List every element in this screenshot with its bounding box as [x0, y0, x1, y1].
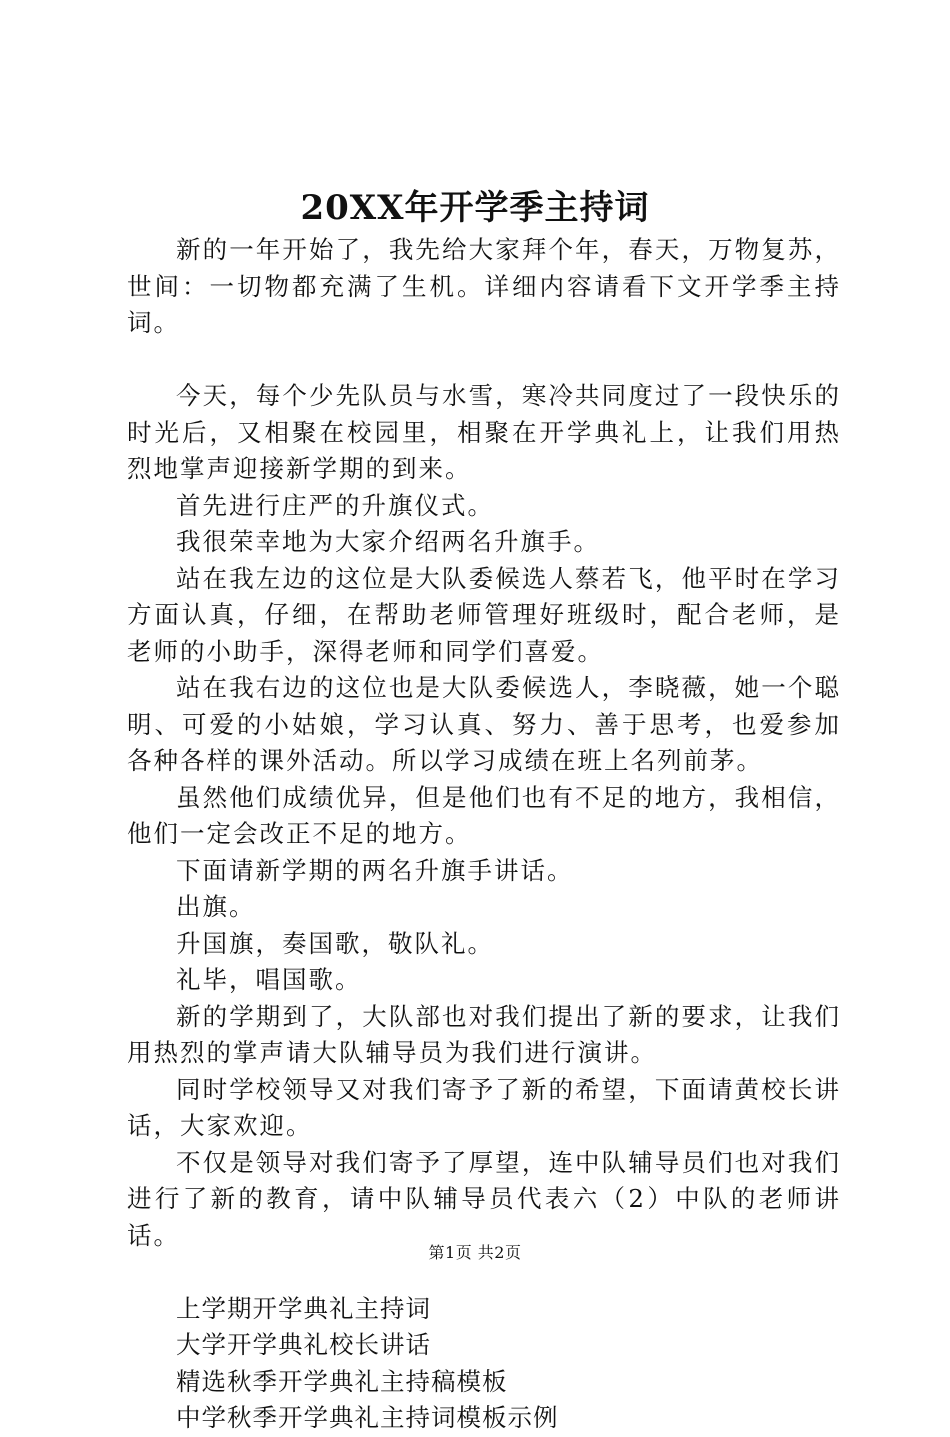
paragraph-gap — [127, 342, 841, 379]
body-paragraph: 升国旗，奏国歌，敬队礼。 — [176, 928, 494, 958]
intro-paragraph: 新的一年开始了，我先给大家拜个年，春天，万物复苏，世间：一切物都充满了生机。详细内容请看下文开学季主持词。 — [127, 235, 841, 337]
body-paragraph: 不仅是领导对我们寄予了厚望，连中队辅导员们也对我们进行了新的教育，请中队辅导员代表六（2）中队的老师讲话。 — [127, 1147, 841, 1250]
related-link[interactable]: 中学秋季开学典礼主持词模板示例 — [176, 1403, 559, 1432]
body-paragraph: 出旗。 — [176, 892, 256, 921]
related-link[interactable]: 精选秋季开学典礼主持稿模板 — [176, 1366, 508, 1396]
body-paragraph: 虽然他们成绩优异，但是他们也有不足的地方，我相信，他们一定会改正不足的地方。 — [127, 782, 841, 848]
body-paragraph: 站在我右边的这位也是大队委候选人，李晓薇，她一个聪明、可爱的小姑娘，学习认真、努力、善于思考，也爱参加各种各样的课外活动。所以学习成绩在班上名列前茅。 — [127, 673, 841, 775]
related-link[interactable]: 上学期开学典礼主持词 — [176, 1293, 431, 1323]
body-paragraph: 首先进行庄严的升旗仪式。 — [176, 490, 494, 520]
page-footer: 第1页 共2页 — [428, 1243, 522, 1262]
body-paragraph: 今天，每个少先队员与水雪，寒冷共同度过了一段快乐的时光后，又相聚在校园里，相聚在开学典礼上，让我们用热烈地掌声迎接新学期的到来。 — [127, 381, 841, 483]
body-paragraph: 我很荣幸地为大家介绍两名升旗手。 — [176, 527, 600, 556]
body-paragraph: 礼毕，唱国歌。 — [176, 965, 362, 994]
body-paragraph: 站在我左边的这位是大队委候选人蔡若飞，他平时在学习方面认真，仔细，在帮助老师管理好班级时，配合老师，是老师的小助手，深得老师和同学们喜爱。 — [127, 563, 841, 666]
body-paragraph: 新的学期到了，大队部也对我们提出了新的要求，让我们用热烈的掌声请大队辅导员为我们进行演讲。 — [127, 1001, 841, 1067]
body-paragraph: 同时学校领导又对我们寄予了新的希望，下面请黄校长讲话，大家欢迎。 — [127, 1074, 841, 1140]
related-link[interactable]: 大学开学典礼校长讲话 — [176, 1330, 431, 1359]
body-paragraph: 下面请新学期的两名升旗手讲话。 — [176, 855, 574, 885]
document-title: 20XX年开学季主持词 — [300, 188, 650, 228]
